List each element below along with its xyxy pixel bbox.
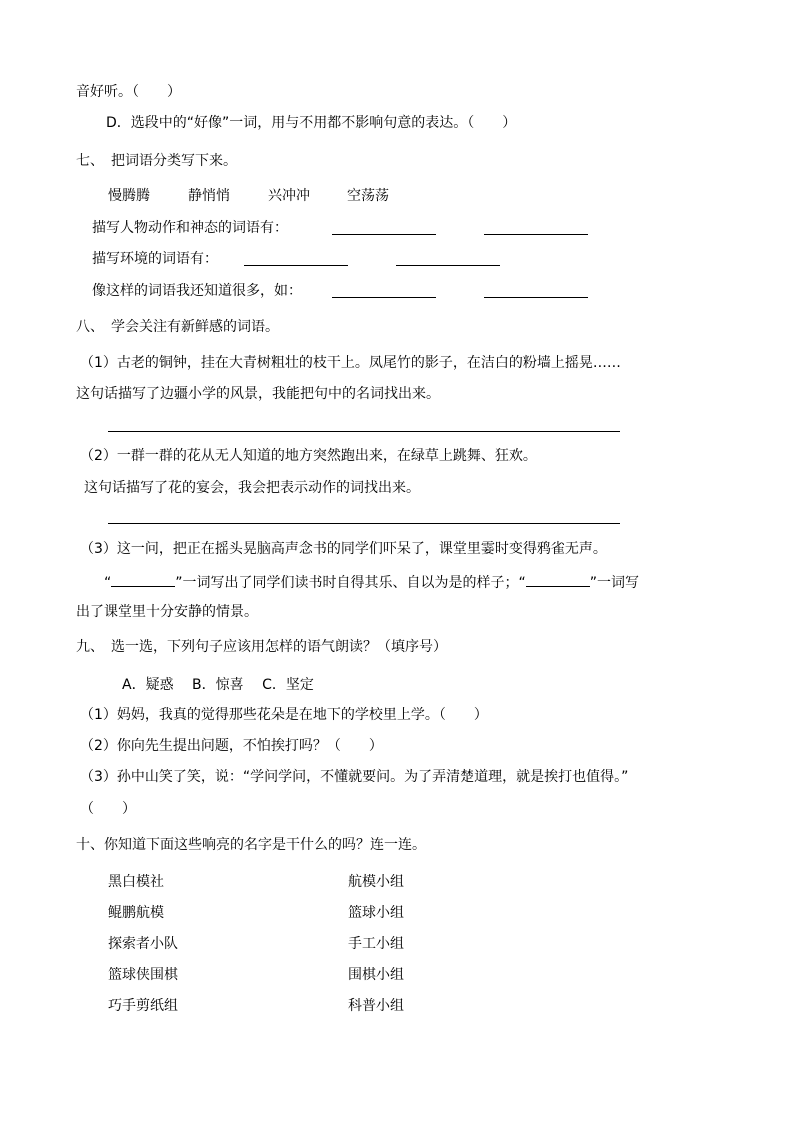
q9-title: 九、 选一选，下列句子应该用怎样的语气朗读？（填序号） [76,639,447,655]
q7-word-1: 慢腾腾 [108,188,150,204]
q8-sentence-3-end: 出了课堂里十分安静的情景。 [76,604,258,620]
q7-row3-label: 像这样的词语我还知道很多，如： [92,283,302,299]
q8-blank-1[interactable] [111,572,175,587]
q8-sentence-3-fill [104,572,639,592]
q7-row2-blank-1[interactable] [244,265,348,266]
q9-options: A．疑惑 B．惊喜 C．坚定 [122,677,314,693]
q10-right-item-4[interactable]: 围棋小组 [348,967,404,983]
q8-sentence-3: （3）这一问，把正在摇头晃脑高声念书的同学们吓呆了，课堂里霎时变得鸦雀无声。 [80,541,607,557]
q10-left-item-1[interactable]: 黑白模社 [108,874,164,890]
continued-sentence: 音好听。（ ） [76,84,181,100]
q10-right-item-5[interactable]: 科普小组 [348,998,404,1014]
q8-sentence-1-task: 这句话描写了边疆小学的风景，我能把句中的名词找出来。 [76,386,440,402]
q10-left-item-5[interactable]: 巧手剪纸组 [108,998,178,1014]
q9-sentence-1: （1）妈妈，我真的觉得那些花朵是在地下的学校里上学。（ ） [80,707,488,723]
q7-row1-blank-2[interactable] [484,234,588,235]
q8-answer-line-2[interactable] [108,523,620,524]
q8-fill-end: ”一词写 [589,575,640,591]
q8-title: 八、 学会关注有新鲜感的词语。 [76,319,279,335]
q8-open-quote: “ [104,575,112,591]
q7-row3-blank-2[interactable] [484,297,588,298]
q7-row3-blank-1[interactable] [332,297,436,298]
q8-sentence-1: （1）古老的铜钟，挂在大青树粗壮的枝干上。凤尾竹的影子，在洁白的粉墙上摇晃…… [80,355,621,371]
q7-row1-label: 描写人物动作和神态的词语有： [92,220,288,236]
q7-word-2: 静悄悄 [188,188,230,204]
q8-blank-2[interactable] [526,572,590,587]
q10-right-item-3[interactable]: 手工小组 [348,936,404,952]
q8-sentence-2: （2）一群一群的花从无人知道的地方突然跑出来，在绿草上跳舞、狂欢。 [80,448,537,464]
q7-word-3: 兴冲冲 [268,188,310,204]
q10-left-item-3[interactable]: 探索者小队 [108,936,178,952]
q8-fill-middle: ”一词写出了同学们读书时自得其乐、自以为是的样子；“ [175,575,526,591]
q7-row2-blank-2[interactable] [396,265,500,266]
q8-answer-line-1[interactable] [108,431,620,432]
q8-sentence-2-task: 这句话描写了花的宴会，我会把表示动作的词找出来。 [84,480,420,496]
q7-title: 七、 把词语分类写下来。 [76,153,237,169]
q10-right-item-2[interactable]: 篮球小组 [348,905,404,921]
q7-row2-label: 描写环境的词语有： [92,251,218,267]
q10-title: 十、你知道下面这些响亮的名字是干什么的吗？连一连。 [76,837,426,853]
q9-sentence-3-paren[interactable]: （ ） [80,801,136,817]
q7-row1-blank-1[interactable] [332,234,436,235]
q10-left-item-2[interactable]: 鲲鹏航模 [108,905,164,921]
q9-sentence-3: （3）孙中山笑了笑，说：“学问学问，不懂就要问。为了弄清楚道理，就是挨打也值得。” [80,769,629,785]
q10-right-item-1[interactable]: 航模小组 [348,874,404,890]
q7-word-4: 空荡荡 [347,188,389,204]
q9-sentence-2: （2）你向先生提出问题，不怕挨打吗？（ ） [80,738,383,754]
option-d-line: D．选段中的“好像”一词，用与不用都不影响句意的表达。（ ） [106,115,517,131]
q10-left-item-4[interactable]: 篮球侠围棋 [108,967,178,983]
